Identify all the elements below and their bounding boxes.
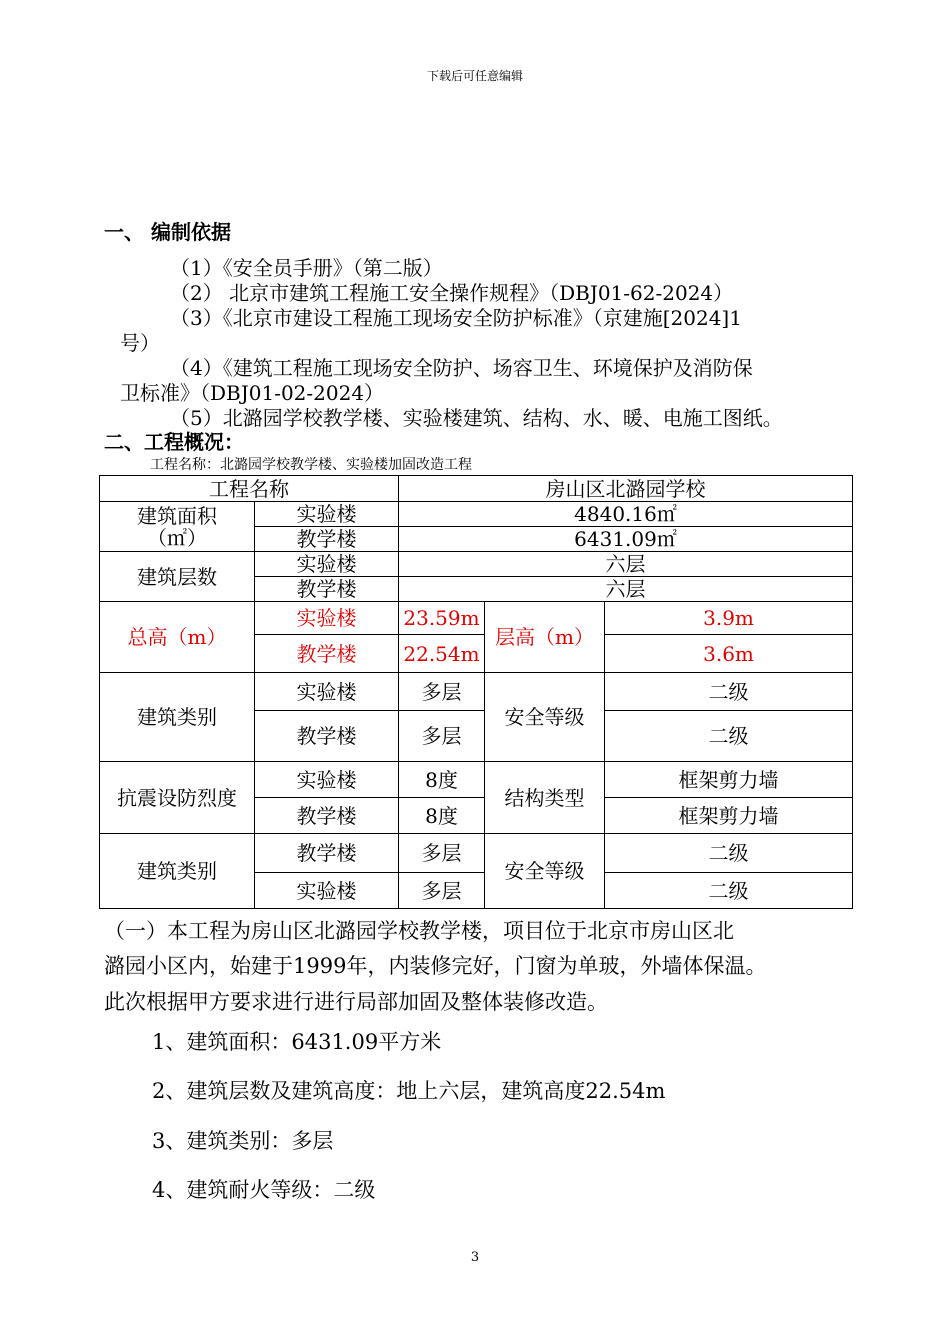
- overview-item-4: 4、建筑耐火等级：二级: [152, 1178, 376, 1202]
- category-value: 多层: [399, 834, 485, 873]
- safety-grade-label: 安全等级: [485, 673, 605, 762]
- table-row: [100, 673, 853, 711]
- floors-value: 六层: [399, 552, 853, 577]
- structure-type-label: 结构类型: [485, 762, 605, 834]
- building-name: 实验楼: [255, 552, 399, 577]
- safety-grade-value: 二级: [605, 834, 853, 873]
- basis-item-3-cont: 号）: [120, 331, 160, 355]
- table-row: [100, 552, 853, 577]
- project-name-value: 房山区北潞园学校: [399, 476, 853, 502]
- overview-item-3: 3、建筑类别：多层: [152, 1129, 334, 1153]
- seismic-value: 8度: [399, 798, 485, 834]
- project-name-label: 工程名称: [100, 476, 399, 502]
- building-name: 实验楼: [255, 502, 399, 527]
- total-height-value: 22.54m: [399, 635, 485, 673]
- building-category-label: 建筑类别: [100, 834, 255, 909]
- structure-type-value: 框架剪力墙: [605, 762, 853, 798]
- overview-item-1: 1、建筑面积：6431.09平方米: [152, 1030, 442, 1054]
- project-caption: 工程名称：北潞园学校教学楼、实验楼加固改造工程: [150, 457, 472, 473]
- category-value: 多层: [399, 711, 485, 762]
- table-row: [100, 762, 853, 798]
- building-name: 实验楼: [255, 762, 399, 798]
- safety-grade-label: 安全等级: [485, 834, 605, 909]
- section2-title: 二、工程概况：: [104, 430, 244, 454]
- seismic-label: 抗震设防烈度: [100, 762, 255, 834]
- basis-item-5: （5）北潞园学校教学楼、实验楼建筑、结构、水、暖、电施工图纸。: [170, 406, 783, 430]
- section1-title: 一、 编制依据: [104, 220, 231, 244]
- floors-value: 六层: [399, 577, 853, 602]
- floor-height-label: 层高（m）: [485, 602, 605, 673]
- area-value: 6431.09㎡: [399, 527, 853, 552]
- building-name: 教学楼: [255, 798, 399, 834]
- table-row: [100, 834, 853, 873]
- total-height-label: 总高（m）: [100, 602, 255, 673]
- building-name: 教学楼: [255, 635, 399, 673]
- building-name: 教学楼: [255, 577, 399, 602]
- project-overview-table: [99, 475, 853, 909]
- safety-grade-value: 二级: [605, 673, 853, 711]
- overview-paragraph-line3: 此次根据甲方要求进行进行局部加固及整体装修改造。: [104, 990, 608, 1014]
- building-name: 实验楼: [255, 673, 399, 711]
- overview-paragraph-line2: 潞园小区内，始建于1999年，内装修完好，门窗为单玻，外墙体保温。: [104, 954, 767, 978]
- table-row: [100, 502, 853, 527]
- basis-item-2: （2） 北京市建筑工程施工安全操作规程》（DBJ01-62-2024）: [170, 281, 734, 305]
- area-value: 4840.16㎡: [399, 502, 853, 527]
- building-name: 实验楼: [255, 602, 399, 635]
- header-note: 下载后可任意编辑: [426, 69, 523, 83]
- building-name: 教学楼: [255, 527, 399, 552]
- floor-height-value: 3.9m: [605, 602, 853, 635]
- building-category-label: 建筑类别: [100, 673, 255, 762]
- structure-type-value: 框架剪力墙: [605, 798, 853, 834]
- building-name: 实验楼: [255, 873, 399, 909]
- table-row: [100, 476, 853, 502]
- building-name: 教学楼: [255, 711, 399, 762]
- total-height-value: 23.59m: [399, 602, 485, 635]
- basis-item-4-cont: 卫标准》（DBJ01-02-2024）: [120, 381, 385, 405]
- category-value: 多层: [399, 673, 485, 711]
- table-row: [100, 602, 853, 635]
- floors-label: 建筑层数: [100, 552, 255, 602]
- overview-item-2: 2、建筑层数及建筑高度：地上六层，建筑高度22.54m: [152, 1079, 666, 1103]
- safety-grade-value: 二级: [605, 711, 853, 762]
- basis-item-1: （1）《安全员手册》（第二版）: [170, 256, 443, 280]
- overview-paragraph-line1: （一）本工程为房山区北潞园学校教学楼，项目位于北京市房山区北: [104, 919, 734, 943]
- building-name: 教学楼: [255, 834, 399, 873]
- safety-grade-value: 二级: [605, 873, 853, 909]
- area-unit: （㎡）: [147, 525, 207, 550]
- basis-item-3: （3）《北京市建设工程施工现场安全防护标准》（京建施[2024]1: [170, 306, 742, 330]
- area-label: [100, 502, 255, 552]
- floor-height-value: 3.6m: [605, 635, 853, 673]
- page-number: 3: [470, 1250, 480, 1265]
- basis-item-4: （4）《建筑工程施工现场安全防护、场容卫生、环境保护及消防保: [170, 356, 753, 380]
- seismic-value: 8度: [399, 762, 485, 798]
- area-label-text: 建筑面积: [137, 503, 217, 528]
- category-value: 多层: [399, 873, 485, 909]
